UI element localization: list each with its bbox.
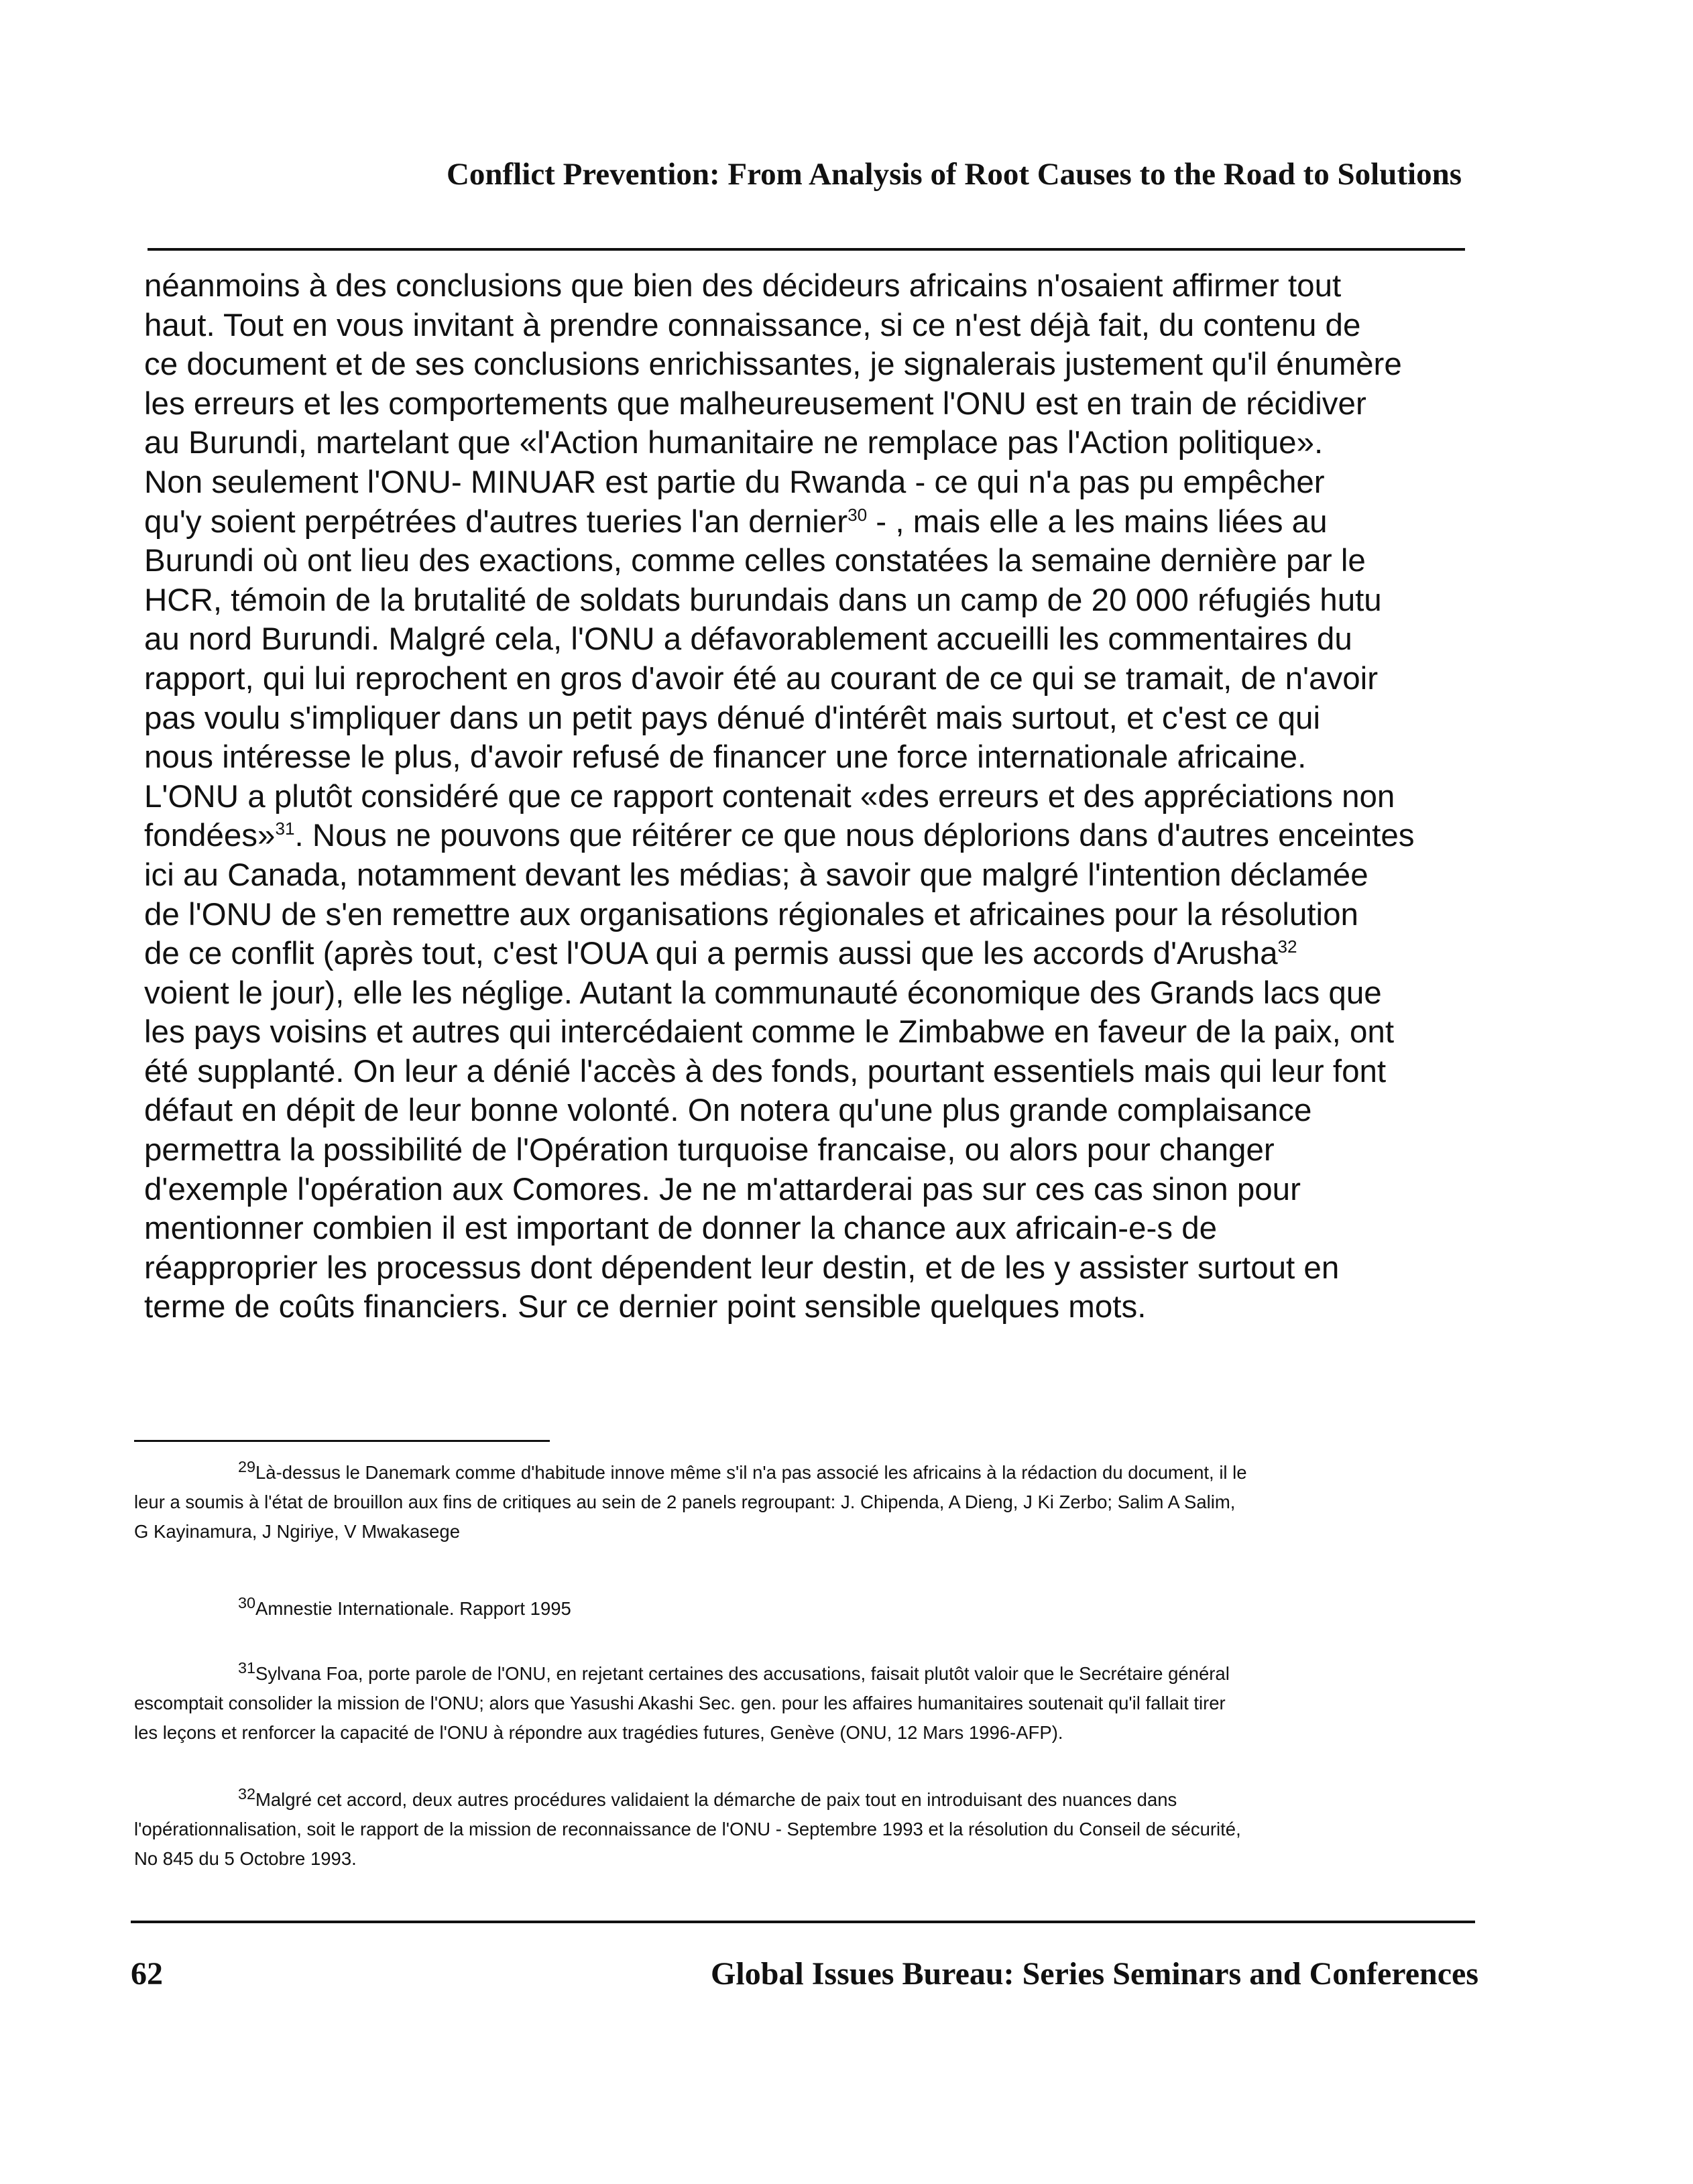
body-text-run: fondées»: [144, 818, 276, 854]
running-footer: Global Issues Bureau: Series Seminars and Conferences: [711, 1956, 1478, 1992]
footnote-text: Amnestie Internationale. Rapport 1995: [255, 1598, 571, 1619]
footnote-30: [134, 1594, 571, 1624]
footnote-ref-31: 31: [275, 818, 295, 839]
body-line: été supplanté. On leur a dénié l'accès à des fonds, pourtant essentiels mais qui leur font: [144, 1053, 1387, 1089]
body-text-run: qu'y soient perpétrées d'autres tueries l'an dernier: [144, 503, 848, 540]
body-line: d'exemple l'opération aux Comores. Je ne m'attarderai pas sur ces cas sinon pour: [144, 1171, 1301, 1207]
footnote-32: [134, 1785, 1241, 1874]
body-line: au Burundi, martelant que «l'Action humanitaire ne remplace pas l'Action politique».: [144, 425, 1324, 461]
body-line: ici au Canada, notamment devant les médias; à savoir que malgré l'intention déclamée: [144, 857, 1368, 893]
body-line: réapproprier les processus dont dépendent leur destin, et de les y assister surtout en: [144, 1250, 1340, 1286]
page-footer: [131, 1951, 1478, 1998]
header-divider: [148, 248, 1465, 251]
footnote-29: [134, 1458, 1247, 1546]
footnote-separator: [134, 1440, 550, 1442]
body-line: les pays voisins et autres qui intercédaient comme le Zimbabwe en faveur de la paix, ont: [144, 1014, 1395, 1050]
footnote-number: 29: [238, 1457, 255, 1475]
footnote-line: les leçons et renforcer la capacité de l'ONU à répondre aux tragédies futures, Genève (ONU, 12 Mars 1996-AFP).: [134, 1722, 1063, 1743]
footnote-line: No 845 du 5 Octobre 1993.: [134, 1848, 357, 1869]
footnote-line: [134, 1785, 1241, 1815]
body-line: terme de coûts financiers. Sur ce dernier point sensible quelques mots.: [144, 1289, 1147, 1325]
body-paragraph: [144, 267, 1478, 1327]
page-number: 62: [131, 1956, 163, 1992]
footnote-line: escomptait consolider la mission de l'ONU; alors que Yasushi Akashi Sec. gen. pour les affaires humanitaires soutenait qu'il fallait tirer: [134, 1693, 1226, 1713]
footnote-line: [134, 1594, 571, 1624]
body-text-run: de ce conflit (après tout, c'est l'OUA qui a permis aussi que les accords d'Arusha: [144, 936, 1278, 972]
body-line: nous intéresse le plus, d'avoir refusé de financer une force internationale africaine.: [144, 739, 1307, 776]
footnote-line: [134, 1659, 1230, 1689]
footnote-number: 31: [238, 1658, 255, 1677]
footnote-number: 32: [238, 1784, 255, 1803]
body-line: permettra la possibilité de l'Opération turquoise francaise, ou alors pour changer: [144, 1132, 1275, 1168]
body-line: Non seulement l'ONU- MINUAR est partie du Rwanda - ce qui n'a pas pu empêcher: [144, 464, 1325, 500]
body-line: de l'ONU de s'en remettre aux organisations régionales et africaines pour la résolution: [144, 896, 1358, 932]
footnote-number: 30: [238, 1593, 255, 1612]
footnote-line: leur a soumis à l'état de brouillon aux fins de critiques au sein de 2 panels regroupant: J. Chipenda, A Dieng, J Ki Zerbo; Salim A Salim,: [134, 1492, 1236, 1512]
footnote-line: [134, 1458, 1247, 1488]
footnote-ref-30: 30: [848, 504, 868, 525]
footer-divider: [131, 1921, 1475, 1923]
footnote-text: Malgré cet accord, deux autres procédures validaient la démarche de paix tout en introduisant des nuances dans: [255, 1789, 1177, 1810]
footnote-31: [134, 1659, 1230, 1748]
footnote-line: l'opérationnalisation, soit le rapport de la mission de reconnaissance de l'ONU - Septembre 1993 et la résolution du Conseil de sécurité,: [134, 1819, 1241, 1839]
footnote-ref-32: 32: [1277, 936, 1297, 957]
body-line: pas voulu s'impliquer dans un petit pays dénué d'intérêt mais surtout, et c'est ce qui: [144, 700, 1321, 736]
body-line: néanmoins à des conclusions que bien des décideurs africains n'osaient affirmer tout: [144, 268, 1342, 304]
running-header: Conflict Prevention: From Analysis of Root Causes to the Road to Solutions: [446, 157, 1462, 192]
body-line: les erreurs et les comportements que malheureusement l'ONU est en train de récidiver: [144, 385, 1366, 422]
body-line: défaut en dépit de leur bonne volonté. On notera qu'une plus grande complaisance: [144, 1093, 1312, 1129]
body-line: rapport, qui lui reprochent en gros d'avoir été au courant de ce qui se tramait, de n'avoir: [144, 660, 1379, 696]
body-line: ce document et de ses conclusions enrichissantes, je signalerais justement qu'il énumère: [144, 347, 1402, 383]
body-line: Burundi où ont lieu des exactions, comme celles constatées la semaine dernière par le: [144, 543, 1366, 579]
footnote-text: Là-dessus le Danemark comme d'habitude innove même s'il n'a pas associé les africains à la rédaction du document, il le: [255, 1462, 1247, 1483]
body-line: haut. Tout en vous invitant à prendre connaissance, si ce n'est déjà fait, du contenu de: [144, 307, 1361, 343]
body-line: voient le jour), elle les néglige. Autant la communauté économique des Grands lacs que: [144, 975, 1382, 1011]
body-line: [144, 934, 1478, 974]
body-text-run: . Nous ne pouvons que réitérer ce que nous déplorions dans d'autres enceintes: [294, 818, 1415, 854]
body-text-run: - , mais elle a les mains liées au: [867, 503, 1328, 540]
body-line: [144, 503, 1478, 542]
body-line: au nord Burundi. Malgré cela, l'ONU a défavorablement accueilli les commentaires du: [144, 621, 1352, 658]
body-line: mentionner combien il est important de donner la chance aux africain-e-s de: [144, 1211, 1218, 1247]
body-line: [144, 816, 1478, 856]
footnote-text: Sylvana Foa, porte parole de l'ONU, en rejetant certaines des accusations, faisait plutôt valoir que le Secrétaire général: [255, 1663, 1230, 1684]
body-line: L'ONU a plutôt considéré que ce rapport contenait «des erreurs et des appréciations non: [144, 778, 1395, 814]
body-line: HCR, témoin de la brutalité de soldats burundais dans un camp de 20 000 réfugiés hutu: [144, 582, 1382, 618]
footnote-line: G Kayinamura, J Ngiriye, V Mwakasege: [134, 1521, 461, 1542]
